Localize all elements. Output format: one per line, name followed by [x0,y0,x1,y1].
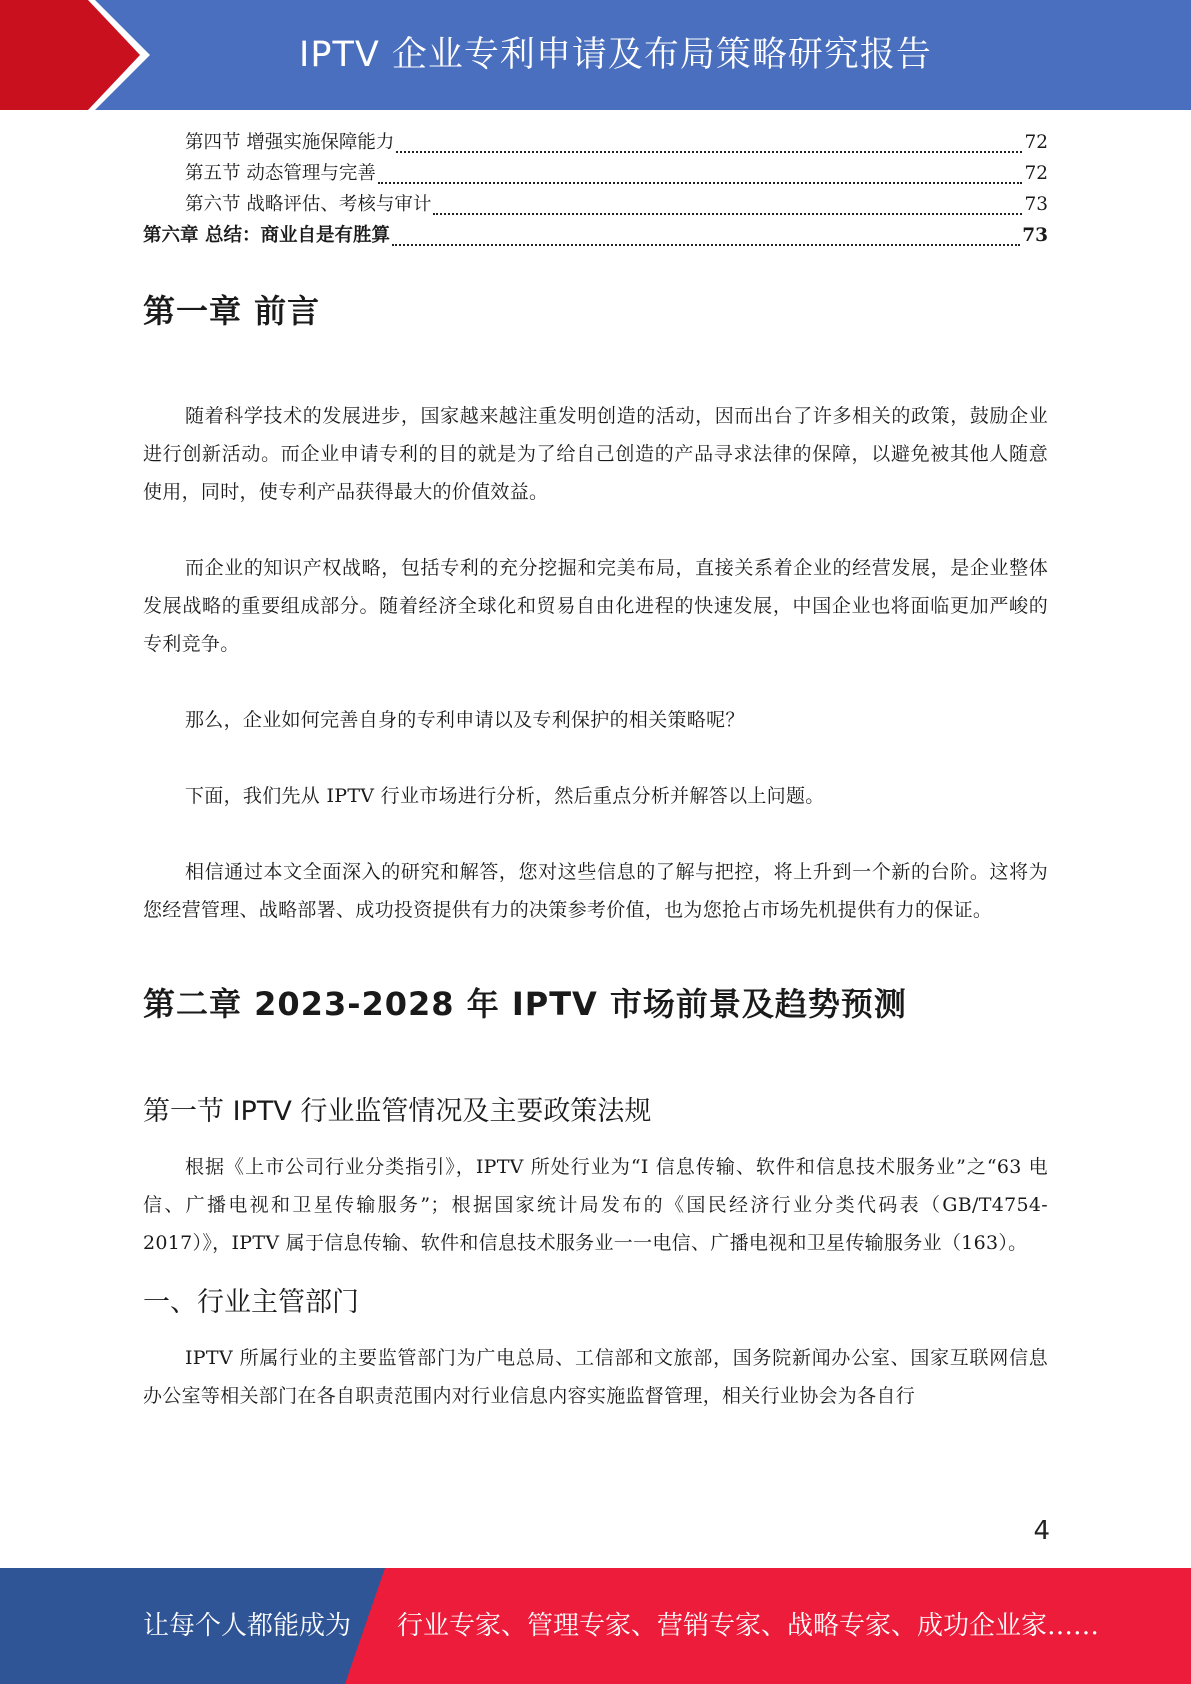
body-paragraph: 而企业的知识产权战略，包括专利的充分挖掘和完美布局，直接关系着企业的经营发展，是企业整体发展战略的重要组成部分。随着经济全球化和贸易自由化进程的快速发展，中国企业也将面临更加严峻的专利竞争。 [143,557,1048,655]
toc-entry-page: 73 [1024,194,1048,215]
body-paragraph: 相信通过本文全面深入的研究和解答，您对这些信息的了解与把控，将上升到一个新的台阶。这将为您经营管理、战略部署、成功投资提供有力的决策参考价值，也为您抢占市场先机提供有力的保证。 [143,861,1048,921]
chapter-heading: 第二章 2023-2028 年 IPTV 市场前景及趋势预测 [143,985,907,1023]
body-paragraph: 那么，企业如何完善自身的专利申请以及专利保护的相关策略呢？ [185,709,745,731]
toc-entry-page: 72 [1024,132,1048,153]
toc-entry-label: 第六节 战略评估、考核与审计 [185,194,432,215]
section-heading: 第一节 IPTV 行业监管情况及主要政策法规 [143,1096,652,1127]
table-of-contents [143,128,1048,252]
subsection-heading: 一、行业主管部门 [143,1287,359,1318]
toc-entry[interactable] [143,159,1048,190]
toc-leader-dots [396,151,1022,153]
body-paragraph: 随着科学技术的发展进步，国家越来越注重发明创造的活动，因而出台了许多相关的政策，鼓励企业进行创新活动。而企业申请专利的目的就是为了给自己创造的产品寻求法律的保障，以避免被其他人随意使用，同时，使专利产品获得最大的价值效益。 [143,405,1048,503]
toc-leader-dots [433,213,1022,215]
header-banner [0,0,1191,110]
toc-entry-label: 第六章 总结：商业自是有胜算 [143,225,390,246]
body-paragraph: 下面，我们先从 IPTV 行业市场进行分析，然后重点分析并解答以上问题。 [185,785,825,807]
footer-slogan-left: 让每个人都能成为 [143,1611,352,1641]
body-paragraph: 根据《上市公司行业分类指引》，IPTV 所处行业为“I 信息传输、软件和信息技术服务业”之“63 电信、广播电视和卫星传输服务”；根据国家统计局发布的《国民经济行业分类代码表（GB/T4754-2017）》，IPTV 属于信息传输、软件和信息技术服务业一一电信、广播电视和卫星传输服务业（163）。 [143,1156,1048,1254]
toc-chapter-entry[interactable] [143,221,1048,252]
toc-entry-label: 第五节 动态管理与完善 [185,163,376,184]
document-body [143,286,1048,1415]
page-number: 4 [1033,1516,1050,1546]
toc-leader-dots [392,244,1020,246]
toc-entry-label: 第四节 增强实施保障能力 [185,132,395,153]
toc-entry-page: 73 [1022,225,1048,246]
footer-slogan-right: 行业专家、管理专家、营销专家、战略专家、成功企业家…… [397,1611,1100,1641]
toc-entry[interactable] [143,190,1048,221]
chapter-heading: 第一章 前言 [143,292,321,330]
report-title: IPTV 企业专利申请及布局策略研究报告 [299,35,932,75]
body-paragraph: IPTV 所属行业的主要监管部门为广电总局、工信部和文旅部，国务院新闻办公室、国家互联网信息办公室等相关部门在各自职责范围内对行业信息内容实施监督管理，相关行业协会为各自行 [143,1347,1048,1407]
toc-entry-page: 72 [1024,163,1048,184]
toc-entry[interactable] [143,128,1048,159]
footer-banner [0,1568,1191,1684]
toc-leader-dots [378,182,1023,184]
